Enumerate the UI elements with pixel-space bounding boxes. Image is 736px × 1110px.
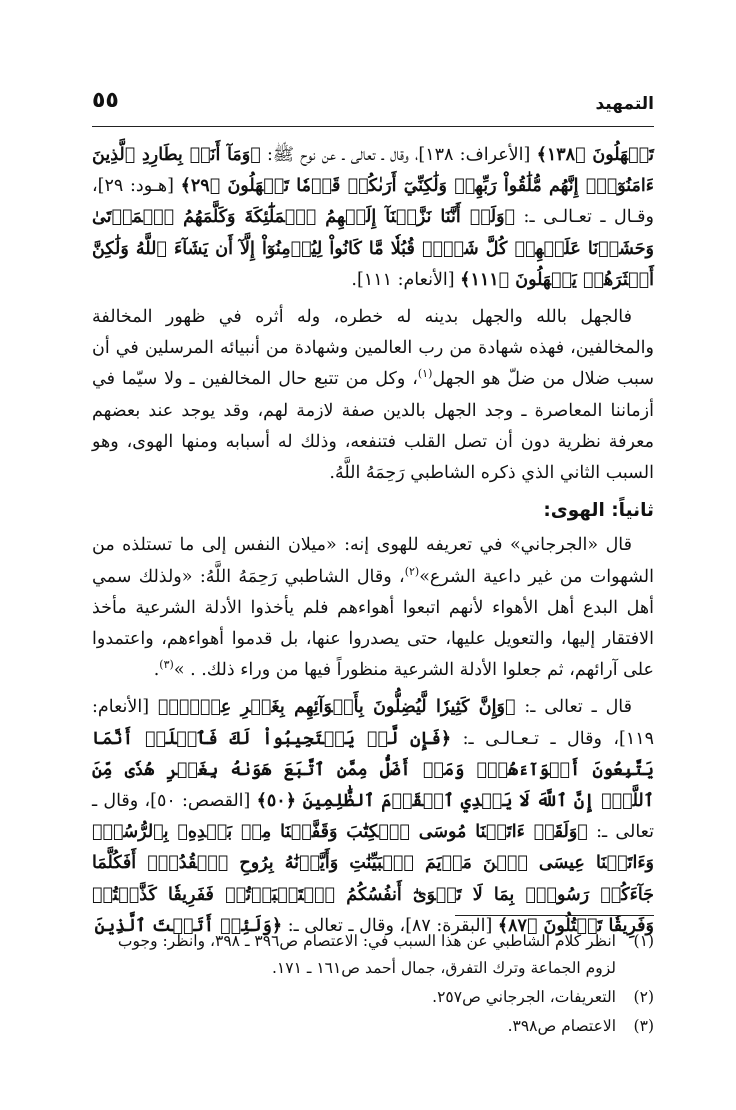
quran-verse: تَجۡهَلُونَ ﴿١٣٨﴾ (536, 145, 654, 165)
paragraph-text: فالجهل بالله والجهل بدينه له خطره، وله أثره في ظهور المخالفة والمخالفين، فهذه شهادة من رب العالمين وشهادة من أنبيائه المرسلين في أن سبب ضلال من ضلّ هو الجهل (92, 307, 654, 390)
footnote-text: انظر كلام الشاطبي عن هذا السبب في: الاعتصام ص٣٩٦ ـ ٣٩٨، وانظر: وجوب لزوم الجماعة وترك التفرق، جمال أحمد ص١٦١ ـ ١٧١. (117, 932, 616, 977)
footnote-item (92, 1013, 654, 1040)
paragraph-quran-verses-ignorance (92, 140, 654, 296)
footnote-ref-1[interactable]: (١) (417, 367, 433, 381)
paragraph-text: ، وكل من تتبع حال المخالفين ـ ولا سيّما في أزماننا المعاصرة ـ وجد الجهل بالدين صفة لازمة لهم، وقد يوجد عند بعضهم معرفة نظرية دون أن تصل القلب فتنفعه، وذلك له أسبابه ومنها الهوى، وهو السبب الثاني الذي ذكره الشاطبي رَحِمَهُ اللَّهُ. (92, 369, 654, 484)
running-title: التمهيد (595, 94, 654, 114)
main-text (92, 140, 654, 948)
page-number: ٥٥ (92, 88, 119, 113)
citation-text: [البقرة: ٨٧]، وقال ـ تعالى ـ: (282, 915, 498, 936)
footnote-number: (١) (633, 932, 654, 950)
footnote-text: التعريفات، الجرجاني ص٢٥٧. (432, 988, 616, 1006)
section-heading-desire: ثانياً: الهوى: (543, 500, 654, 522)
quran-verse: ﴿وَمَآ أَنَا۠ بِطَارِدِ ٱلَّذِينَ ءَامَنُوٓاْۚ إِنَّهُم مُّلَٰقُواْ رَبِّهِمۡ وَلَٰكِنِّيٓ أَرَىٰكُمۡ قَوۡمٗا تَجۡهَلُونَ ﴿٢٩﴾ (92, 145, 654, 197)
footnote-number: (٢) (633, 988, 654, 1006)
citation-text: [الأعراف: ١٣٨]، وقال ـ تعالى ـ عن نوح ﷺ: (260, 145, 537, 165)
citation-text: قال ـ تعالى ـ: (515, 697, 632, 718)
citation-text: [الأنعام: ١١٩]، وقال ـ تـعـالـى ـ: (92, 697, 655, 749)
footnote-number: (٣) (633, 1017, 654, 1035)
footnote-item (92, 928, 654, 982)
paragraph-ignorance (92, 302, 654, 489)
footnote-divider (455, 915, 654, 916)
paragraph-text: ، وقال الشاطبي رَحِمَهُ اللَّهُ: «ولذلك سمي أهل البدع أهل الأهواء لأنهم اتبعوا أهواءهم فلم يأخذوا الأدلة الشرعية مأخذ الافتقار إليها، والتعويل عليها، حتى يصدروا عنها، بل قدموا أهواءهم، واعتمدوا على آرائهم، ثم جعلوا الأدلة الشرعية منظوراً فيها من وراء ذلك. . » (92, 566, 654, 681)
paragraph-desire-definition (92, 530, 654, 686)
page-header (92, 88, 654, 127)
quran-verse: ﴿وَلَقَدۡ ءَاتَيۡنَا مُوسَى ٱلۡكِتَٰبَ وَقَفَّيۡنَا مِنۢ بَعۡدِهِۦ بِٱلرُّسُلِۖ وَءَاتَيۡنَا عِيسَى ٱبۡنَ مَرۡيَمَ ٱلۡبَيِّنَٰتِ وَأَيَّدۡنَٰهُ بِرُوحِ ٱلۡقُدُسِۗ أَفَكُلَّمَا جَآءَكُمۡ رَسُولُۢ بِمَا لَا تَهۡوَىٰٓ أَنفُسُكُمُ ٱسۡتَكۡبَرۡتُمۡ فَفَرِيقٗا كَذَّبۡتُمۡ وَفَرِيقٗا تَقۡتُلُونَ ﴿٨٧﴾ (92, 822, 654, 936)
citation-text: [القصص: ٥٠]، وقال ـ تعالى ـ: (92, 791, 654, 843)
quran-verse: ﴿وَلَئِنۡ أَتَيۡتَ ٱلَّذِينَ (94, 915, 283, 936)
quran-verse: ﴿فَإِن لَّمۡ يَسۡتَجِيبُواْ لَكَ فَٱعۡلَمۡ أَنَّمَا يَتَّبِعُونَ أَهۡوَآءَهُمۡۚ وَمَنۡ أَضَلُّ مِمَّنِ ٱتَّبَعَ هَوَىٰهُ بِغَيۡرِ هُدٗى مِّنَ ٱللَّهِۚ إِنَّ ٱللَّهَ لَا يَهۡدِي ٱلۡقَوۡمَ ٱلظَّٰلِمِينَ ﴿٥٠﴾ (92, 728, 655, 812)
footnote-ref-3[interactable]: (٣) (159, 658, 174, 672)
quran-verse: ﴿وَلَوۡ أَنَّنَا نَزَّلۡنَآ إِلَيۡهِمُ ٱلۡمَلَٰٓئِكَةَ وَكَلَّمَهُمُ ٱلۡمَوۡتَىٰ وَحَشَرۡنَا عَلَيۡهِمۡ كُلَّ شَيۡءٖ قُبُلٗا مَّا كَانُواْ لِيُؤۡمِنُوٓاْ إِلَّآ أَن يَشَآءَ ٱللَّهُ وَلَٰكِنَّ أَكۡثَرَهُمۡ يَجۡهَلُونَ ﴿١١١﴾ (92, 207, 654, 290)
paragraph-quran-verses-desire (92, 692, 654, 942)
paragraph-text: قال «الجرجاني» في تعريفه للهوى إنه: «ميلان النفس إلى ما تستلذه من الشهوات من غير داعية الشرع» (92, 535, 654, 587)
footnotes (92, 928, 654, 1042)
paragraph-text: . (153, 660, 160, 681)
quran-verse: ﴿وَإِنَّ كَثِيرٗا لَّيُضِلُّونَ بِأَهۡوَآئِهِم بِغَيۡرِ عِلۡمٍۗ﴾ (157, 697, 516, 718)
footnote-text: الاعتصام ص٣٩٨. (507, 1017, 616, 1035)
citation-text: [هـود: ٢٩]، وقـال ـ تعـالـى ـ: (92, 176, 654, 228)
citation-text: [الأنعام: ١١١]. (351, 269, 461, 290)
footnote-item (92, 984, 654, 1011)
footnote-ref-2[interactable]: (٢) (404, 564, 420, 578)
